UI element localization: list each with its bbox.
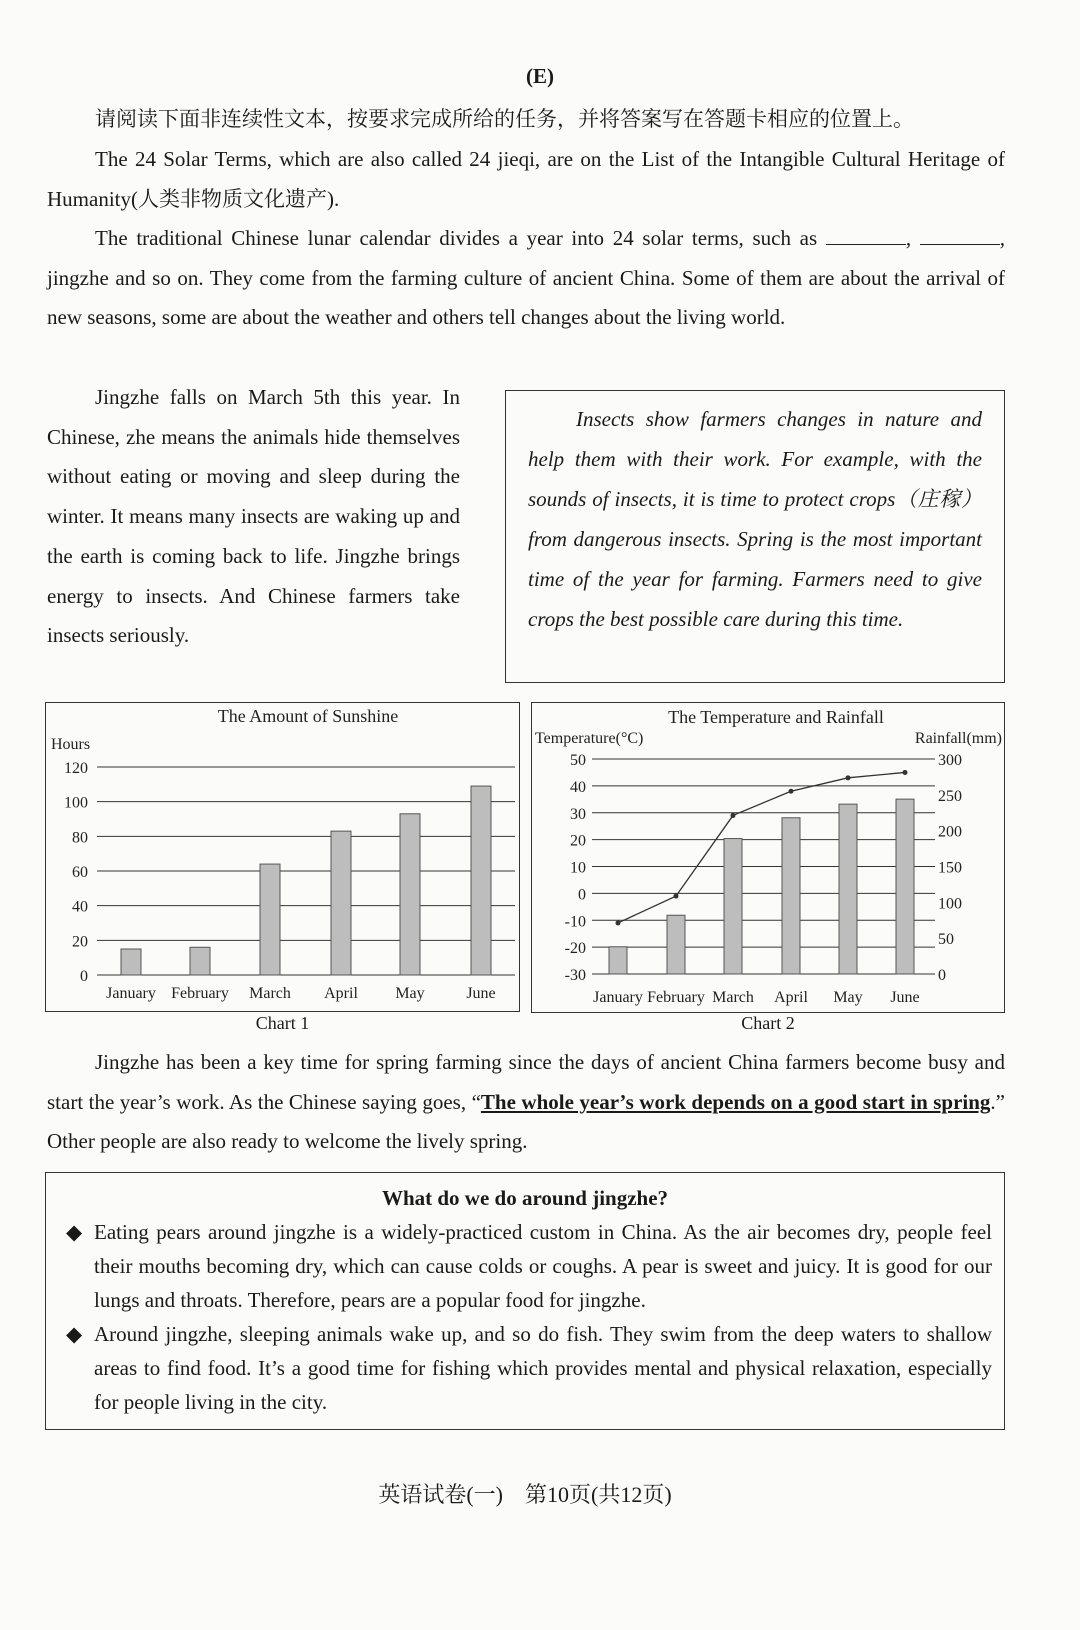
customs-box xyxy=(45,1172,1005,1430)
chart2-caption: Chart 2 xyxy=(741,1013,795,1033)
y2-tick-label: 0 xyxy=(938,967,946,984)
y-tick-label: 60 xyxy=(72,864,88,881)
y-tick-label: 0 xyxy=(578,886,586,904)
page-footer: 英语试卷(一) 第10页(共12页) xyxy=(378,1482,672,1507)
chart2-y2-label: Rainfall(mm) xyxy=(914,730,1002,747)
list-item xyxy=(58,1317,992,1419)
list-item-text: Eating pears around jingzhe is a widely-practiced custom in China. As the air becomes dry, people feel their mouths becoming dry, which can cause colds or coughs. A pear is sweet and juicy. It is good for our lungs and throats. Therefore, pears are a popular food for jingzhe. xyxy=(94,1220,992,1312)
insects-box-text: Insects show farmers changes in nature and help them with their work. For example, with the sounds of insects, it is time to protect crops（庄稼）from dangerous insects. Spring is the most important time of the year for farming. Farmers need to give crops the best possible care during this time. xyxy=(528,407,982,631)
bar-march xyxy=(260,864,280,975)
rainfall-bar-april xyxy=(782,818,800,974)
y-tick-label: 10 xyxy=(570,859,586,877)
temperature-point-february xyxy=(674,894,679,899)
x-tick-label: February xyxy=(647,989,705,1006)
rainfall-bar-february xyxy=(667,915,685,974)
text: .” Other people are also ready to welcome the lively spring. xyxy=(47,1089,1005,1154)
x-tick-label: March xyxy=(712,989,754,1006)
y-tick-label: -20 xyxy=(564,940,586,958)
x-tick-label: April xyxy=(774,989,808,1006)
rainfall-bar-may xyxy=(839,804,857,974)
section-label: (E) xyxy=(526,64,554,88)
paragraph-jingzhe: Jingzhe falls on March 5th this year. In Chinese, zhe means the animals hide themselves without eating or moving and sleep during the winter. It means many insects are waking up and the earth is coming back to life. Jingzhe brings energy to insects. And Chinese farmers take insects seriously. xyxy=(47,385,460,648)
list-item xyxy=(58,1215,992,1317)
y2-tick-label: 150 xyxy=(938,859,962,877)
x-tick-label: January xyxy=(593,989,643,1006)
list-item-text: Around jingzhe, sleeping animals wake up, and so do fish. They swim from the deep waters to shallow areas to find food. It’s a good time for fishing which provides mental and physical relaxation, especially for people living in the city. xyxy=(94,1322,992,1414)
chart2-y-label: Temperature(°C) xyxy=(535,730,644,747)
x-tick-label: June xyxy=(466,985,496,1002)
text: Jingzhe has been a key time for spring farming since the days of ancient China farmers become busy and start the year’s work. As the Chinese saying goes, “ xyxy=(47,1050,1005,1114)
y-tick-label: 120 xyxy=(64,760,88,777)
bullet-diamond-icon: ◆ xyxy=(66,1322,83,1346)
paragraph-saying xyxy=(47,1043,1005,1162)
temperature-point-june xyxy=(903,770,908,775)
bar-may xyxy=(400,814,420,975)
y-tick-label: 20 xyxy=(570,832,586,850)
y-tick-label: 80 xyxy=(72,829,88,847)
rainfall-bar-june xyxy=(896,799,914,974)
bar-january xyxy=(121,949,141,975)
temperature-line xyxy=(618,772,905,923)
rainfall-bar-january xyxy=(609,947,627,974)
chart1-y-label: Hours xyxy=(51,736,91,753)
y-tick-label: -10 xyxy=(564,913,586,931)
y-tick-label: 40 xyxy=(72,898,88,916)
chart2-title: The Temperature and Rainfall xyxy=(668,707,884,727)
x-tick-label: March xyxy=(249,985,291,1002)
y-tick-label: 40 xyxy=(570,778,586,796)
bar-april xyxy=(331,831,351,975)
temperature-point-march xyxy=(731,813,736,818)
temperature-point-april xyxy=(789,789,794,794)
y-tick-label: -30 xyxy=(564,967,586,984)
x-tick-label: February xyxy=(171,985,229,1002)
bullet-diamond-icon: ◆ xyxy=(66,1220,83,1244)
temperature-point-may xyxy=(846,775,851,780)
saying-quote: The whole year’s work depends on a good start in spring xyxy=(480,1089,991,1114)
rainfall-bar-march xyxy=(724,839,742,974)
instruction: 请阅读下面非连续性文本，按要求完成所给的任务，并将答案写在答题卡相应的位置上。 xyxy=(95,107,914,131)
paragraph-intro: The 24 Solar Terms, which are also called 24 jieqi, are on the List of the Intangible Cultural Heritage of Humanity(人类非物质文化遗产). xyxy=(47,147,1005,211)
x-tick-label: January xyxy=(106,985,156,1002)
x-tick-label: May xyxy=(395,985,425,1002)
y-tick-label: 100 xyxy=(64,794,88,812)
chart1-title: The Amount of Sunshine xyxy=(217,706,399,726)
y2-tick-label: 250 xyxy=(938,787,962,805)
chart1-caption: Chart 1 xyxy=(255,1013,310,1033)
text: , xyxy=(905,226,912,250)
y-tick-label: 30 xyxy=(570,805,586,823)
y2-tick-label: 200 xyxy=(938,823,962,841)
x-tick-label: June xyxy=(890,989,920,1006)
bar-june xyxy=(471,786,491,975)
y-tick-label: 20 xyxy=(72,933,88,951)
y-tick-label: 50 xyxy=(570,752,586,769)
text: The traditional Chinese lunar calendar divides a year into 24 solar terms, such as xyxy=(95,226,826,250)
bar-february xyxy=(190,947,210,975)
y2-tick-label: 50 xyxy=(938,931,954,949)
y-tick-label: 0 xyxy=(80,968,88,985)
y2-tick-label: 300 xyxy=(938,752,962,769)
y2-tick-label: 100 xyxy=(938,895,962,913)
temperature-point-january xyxy=(616,920,621,925)
x-tick-label: April xyxy=(324,985,358,1002)
text: , jingzhe and so on. They come from the farming culture of ancient China. Some of them are about the arrival of new seasons, some are about the weather and others tell changes about the living world. xyxy=(47,226,1006,330)
customs-title: What do we do around jingzhe? xyxy=(381,1186,669,1210)
x-tick-label: May xyxy=(833,989,863,1006)
